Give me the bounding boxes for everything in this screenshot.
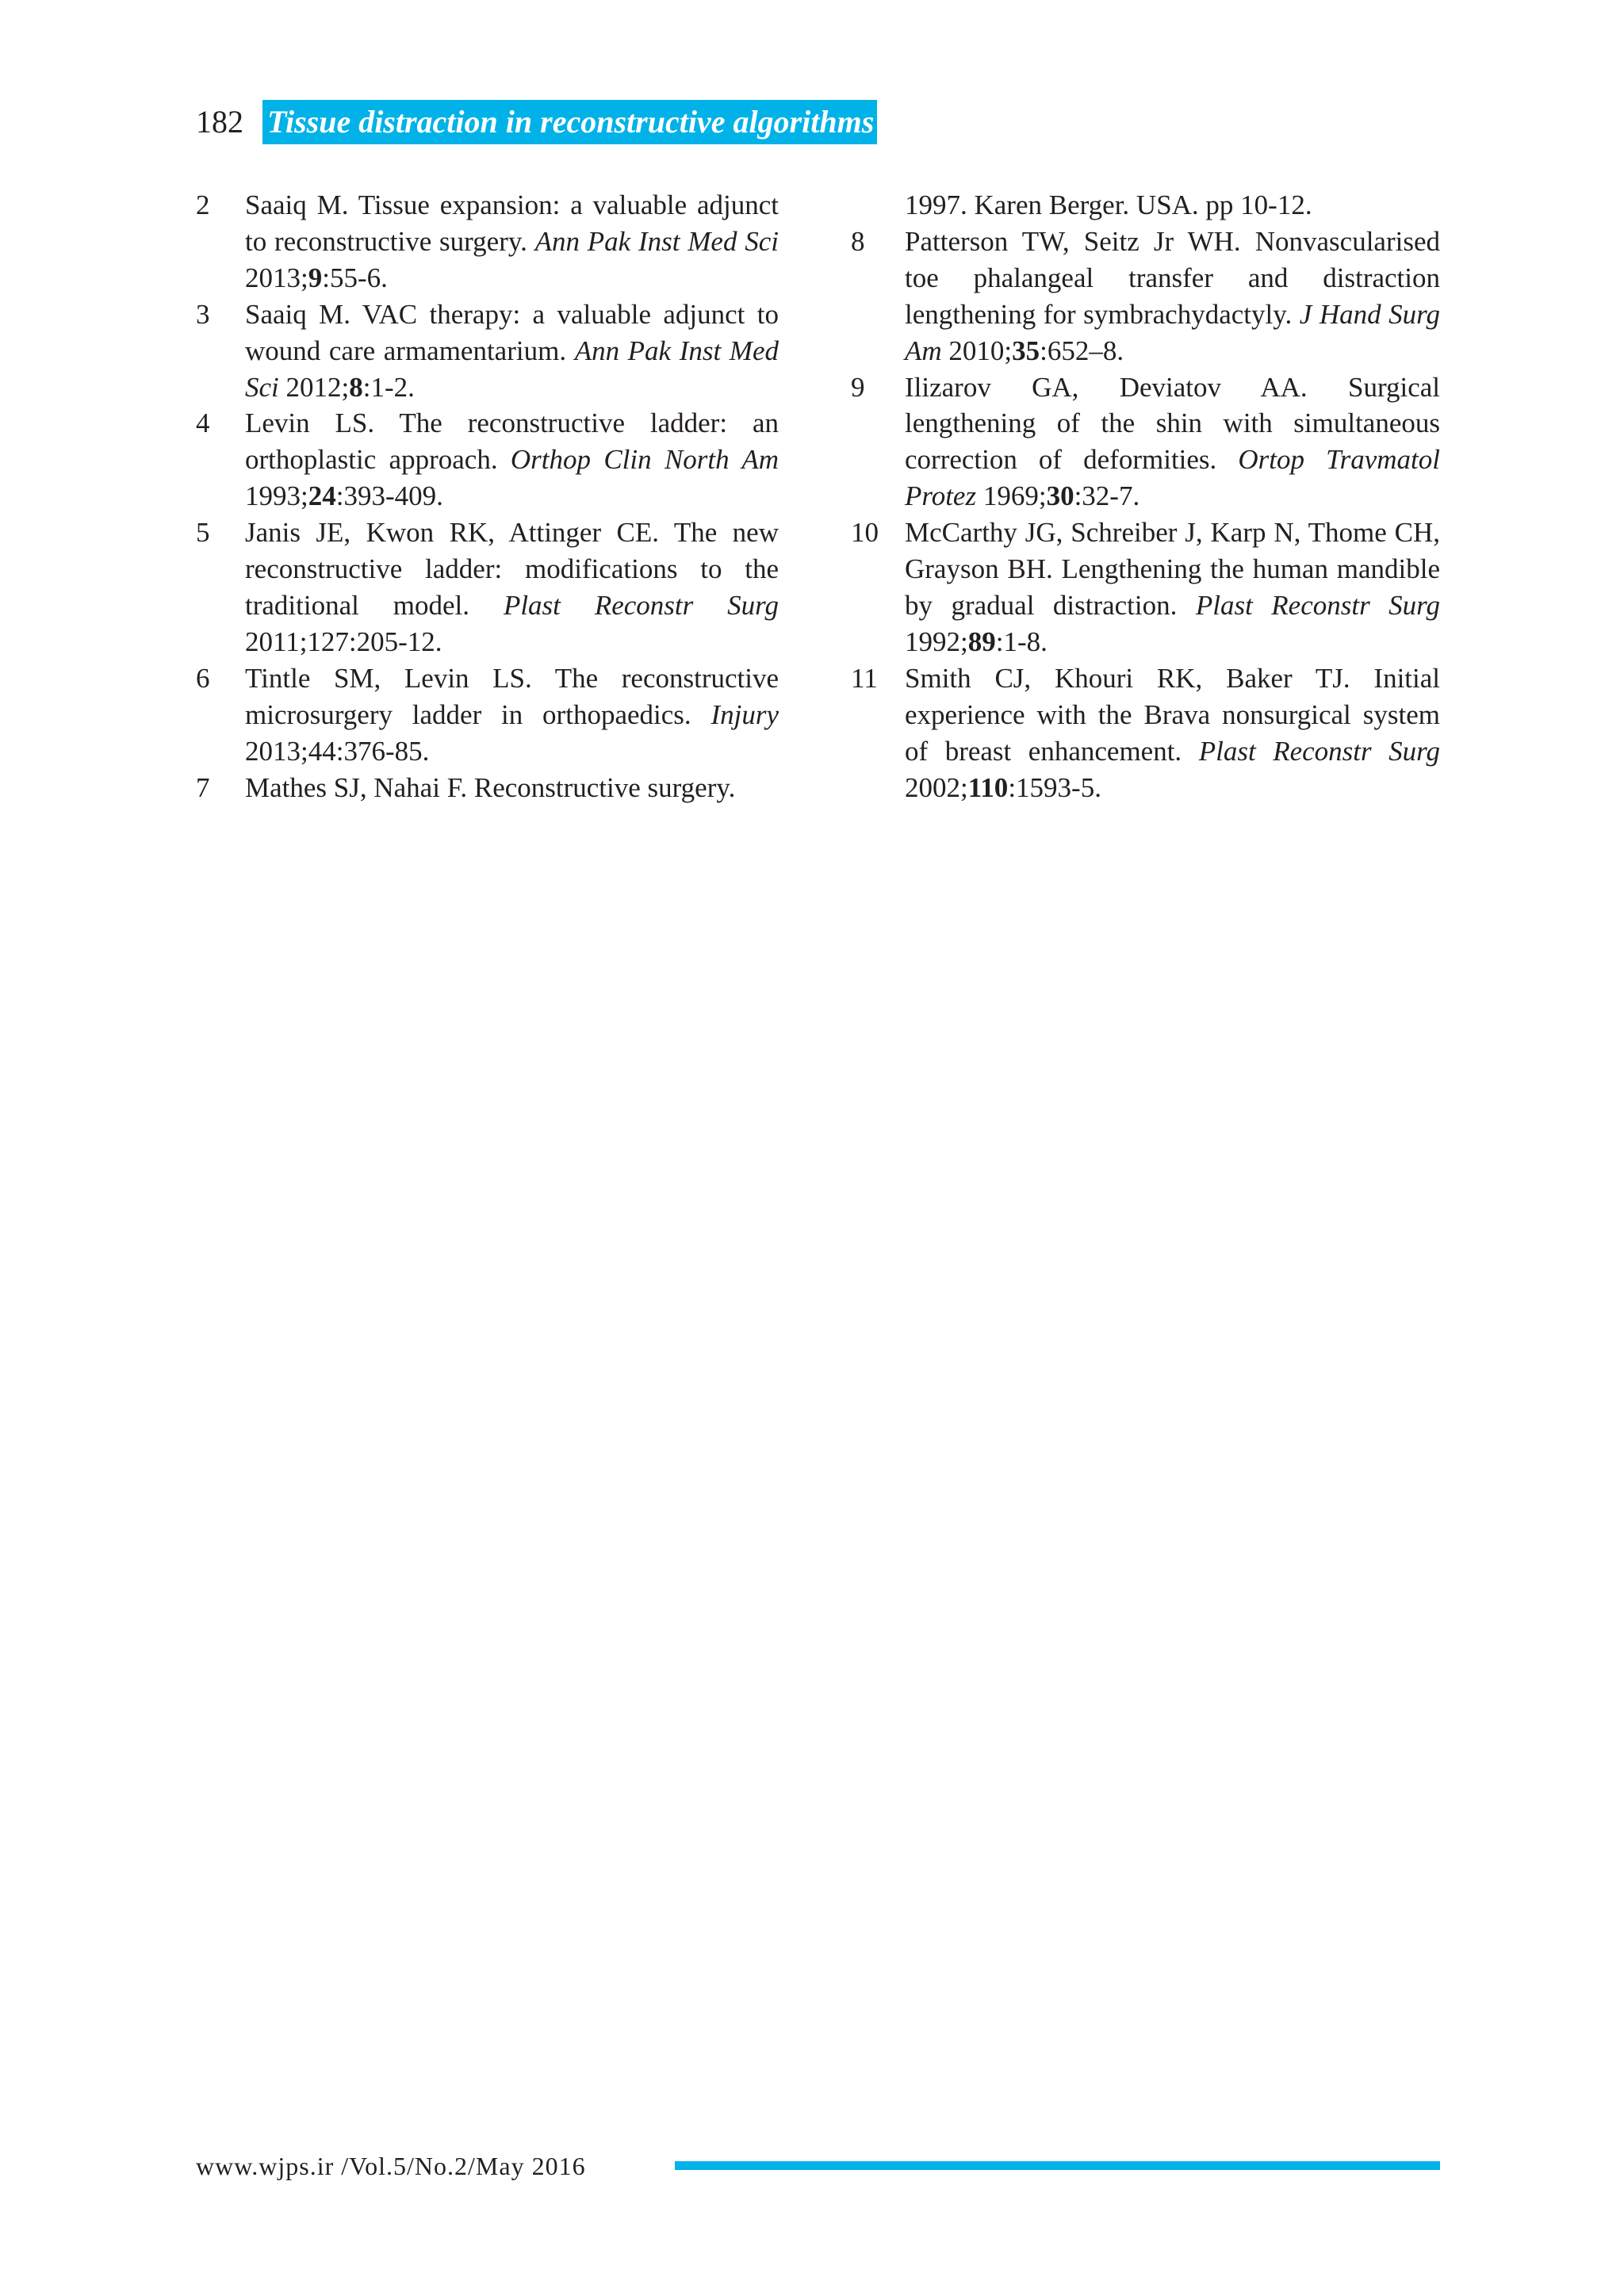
reference-item (851, 224, 1440, 369)
reference-number: 5 (196, 517, 210, 549)
reference-volume: 9 (308, 262, 323, 293)
reference-pages: :1-8. (995, 626, 1048, 657)
reference-authors-title: Saaiq M. VAC therapy: a valuable adjunct to wound care armamentarium. (245, 298, 779, 366)
reference-year: 2011;127:205-12. (245, 626, 442, 657)
reference-text (245, 660, 779, 770)
reference-number: 9 (851, 371, 865, 403)
reference-pages: :652–8. (1040, 335, 1124, 366)
reference-journal: Injury (710, 698, 779, 730)
reference-item (851, 369, 1440, 515)
reference-number: 7 (196, 771, 210, 803)
reference-volume: 30 (1046, 480, 1074, 512)
reference-authors-title: Mathes SJ, Nahai F. Reconstructive surgery. (245, 771, 736, 803)
reference-authors-title: Levin LS. The reconstructive ladder: an orthoplastic approach. (245, 408, 779, 476)
reference-text (905, 660, 1440, 806)
reference-year: 2013;44:376-85. (245, 735, 430, 767)
reference-text (905, 369, 1440, 515)
footer-accent-rule (675, 2161, 1440, 2170)
reference-journal: Ortop Travmatol Protez (905, 444, 1440, 512)
reference-volume: 8 (349, 371, 363, 403)
reference-pages: :393-409. (335, 480, 443, 512)
references-right-column (851, 187, 1440, 806)
reference-item (196, 297, 779, 406)
reference-number: 3 (196, 298, 210, 330)
reference-authors-title: Tintle SM, Levin LS. The reconstructive microsurgery ladder in orthopaedics. (245, 662, 779, 730)
reference-text (905, 224, 1440, 369)
reference-year: 1969; (976, 480, 1047, 512)
reference-year: 2010; (941, 335, 1013, 366)
reference-journal: Plast Reconstr Surg (503, 589, 779, 621)
reference-text (245, 770, 779, 806)
reference-volume: 110 (967, 771, 1009, 803)
reference-authors-title: Patterson TW, Seitz Jr WH. Nonvascularised toe phalangeal transfer and distraction lengthening for symbrachydactyly. (905, 225, 1440, 330)
reference-journal: Plast Reconstr Surg (1198, 735, 1440, 767)
reference-journal: Ann Pak Inst Med Sci (245, 335, 779, 403)
page-header (196, 100, 877, 144)
reference-volume: 35 (1012, 335, 1040, 366)
page-number: 182 (196, 104, 243, 140)
reference-pages: :1593-5. (1008, 771, 1101, 803)
reference-number: 10 (851, 517, 879, 549)
reference-year: 2012; (278, 371, 350, 403)
reference-authors-title: Saaiq M. Tissue expansion: a valuable adjunct to reconstructive surgery. (245, 189, 779, 257)
reference-year: 2013; (245, 262, 308, 293)
reference-authors-title: Janis JE, Kwon RK, Attinger CE. The new reconstructive ladder: modifications to the traditional model. (245, 517, 779, 621)
reference-item (196, 770, 779, 806)
running-title: Tissue distraction in reconstructive algorithms (262, 100, 877, 144)
reference-text (245, 515, 779, 660)
reference-pages: :32-7. (1074, 480, 1140, 512)
reference-year: 1993; (245, 480, 308, 512)
footer-journal-info: www.wjps.ir /Vol.5/No.2/May 2016 (196, 2152, 586, 2180)
reference-journal: J Hand Surg Am (905, 298, 1440, 366)
page-footer (196, 2150, 1440, 2182)
reference-continuation (851, 187, 1440, 224)
reference-number: 6 (196, 662, 210, 694)
reference-year: 2002; (905, 771, 968, 803)
reference-item (196, 405, 779, 515)
reference-authors-title: Smith CJ, Khouri RK, Baker TJ. Initial experience with the Brava nonsurgical system of breast enhancement. (905, 662, 1440, 767)
reference-authors-title: Ilizarov GA, Deviatov AA. Surgical lengthening of the shin with simultaneous correction of deformities. (905, 371, 1440, 476)
reference-7-continuation: 1997. Karen Berger. USA. pp 10-12. (905, 189, 1312, 220)
reference-number: 2 (196, 189, 210, 220)
reference-pages: :1-2. (362, 371, 415, 403)
reference-item (196, 515, 779, 660)
reference-number: 8 (851, 225, 865, 257)
reference-authors-title: McCarthy JG, Schreiber J, Karp N, Thome CH, Grayson BH. Lengthening the human mandible by gradual distraction. (905, 517, 1440, 621)
reference-pages: :55-6. (322, 262, 388, 293)
reference-text (245, 405, 779, 515)
reference-number: 4 (196, 408, 210, 439)
reference-number: 11 (851, 662, 878, 694)
reference-item (851, 515, 1440, 660)
reference-item (196, 660, 779, 770)
reference-volume: 24 (308, 480, 336, 512)
reference-item (196, 187, 779, 297)
reference-item (851, 660, 1440, 806)
references-left-column (196, 187, 779, 806)
reference-text (905, 515, 1440, 660)
reference-year: 1992; (905, 626, 968, 657)
reference-journal: Plast Reconstr Surg (1195, 589, 1440, 621)
reference-text (245, 297, 779, 406)
reference-journal: Ann Pak Inst Med Sci (534, 225, 779, 257)
reference-volume: 89 (967, 626, 996, 657)
reference-text (245, 187, 779, 297)
reference-journal: Orthop Clin North Am (510, 444, 779, 476)
